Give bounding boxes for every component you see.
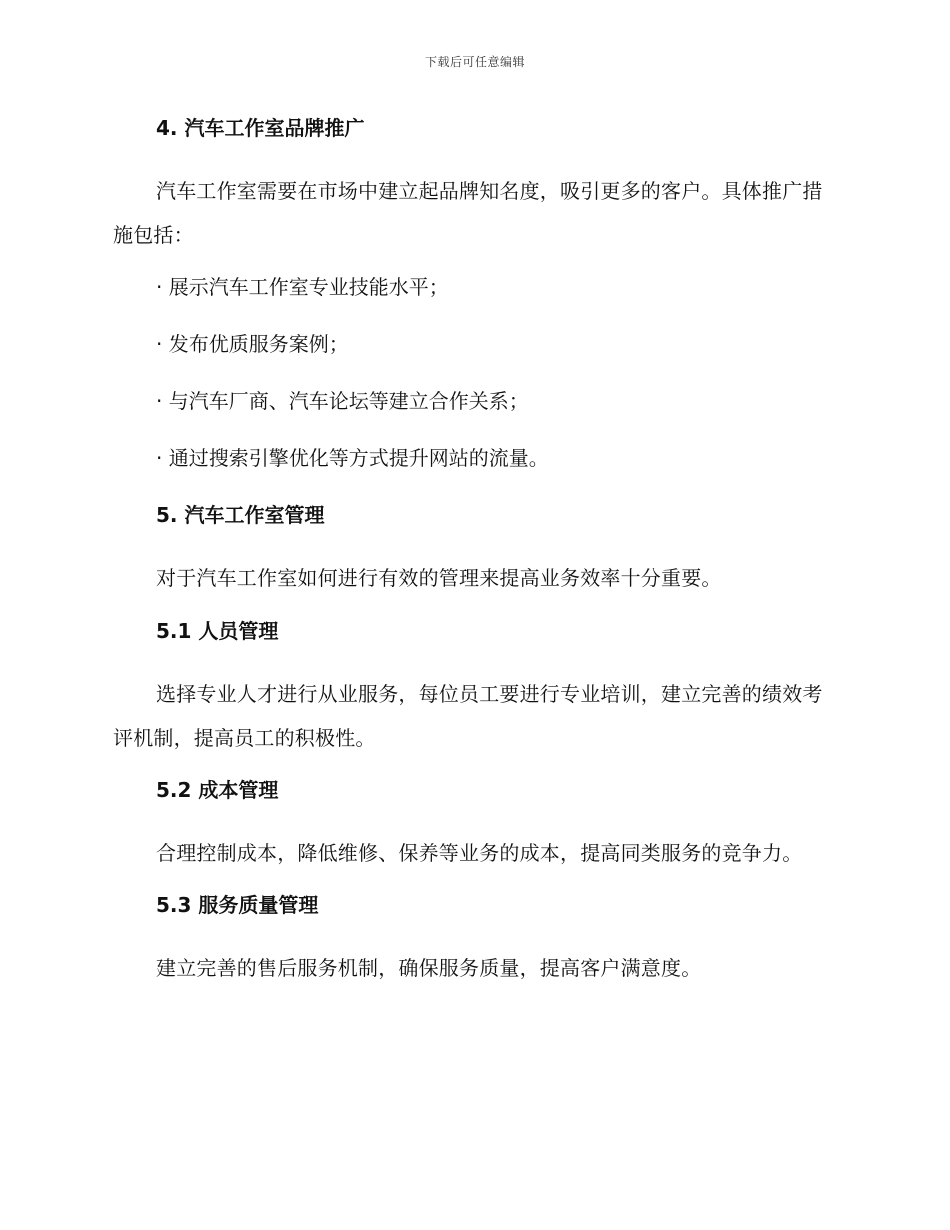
bullet-item: · 展示汽车工作室专业技能水平； (156, 275, 449, 299)
document-body (113, 112, 835, 1004)
section-5-2-heading: 5.2 成本管理 (156, 778, 279, 802)
section-5-1-body: 选择专业人才进行从业服务，每位员工要进行专业培训，建立完善的绩效考评机制，提高员工的积极性。 (113, 682, 823, 750)
section-5-intro: 对于汽车工作室如何进行有效的管理来提高业务效率十分重要。 (156, 566, 722, 590)
section-5-3-heading: 5.3 服务质量管理 (156, 893, 319, 917)
section-5-2-body: 合理控制成本，降低维修、保养等业务的成本，提高同类服务的竞争力。 (156, 841, 803, 865)
section-4-intro: 汽车工作室需要在市场中建立起品牌知名度，吸引更多的客户。具体推广措施包括： (113, 179, 823, 247)
section-4-heading: 4. 汽车工作室品牌推广 (156, 116, 365, 140)
bullet-item: · 通过搜索引擎优化等方式提升网站的流量。 (156, 446, 549, 470)
section-5-1-heading: 5.1 人员管理 (156, 619, 279, 643)
page-header: 下载后可任意编辑 (424, 55, 525, 69)
bullet-item: · 发布优质服务案例； (156, 332, 349, 356)
section-5-heading: 5. 汽车工作室管理 (156, 503, 325, 527)
section-5-3-body: 建立完善的售后服务机制，确保服务质量，提高客户满意度。 (156, 956, 702, 980)
bullet-item: · 与汽车厂商、汽车论坛等建立合作关系； (156, 389, 529, 413)
